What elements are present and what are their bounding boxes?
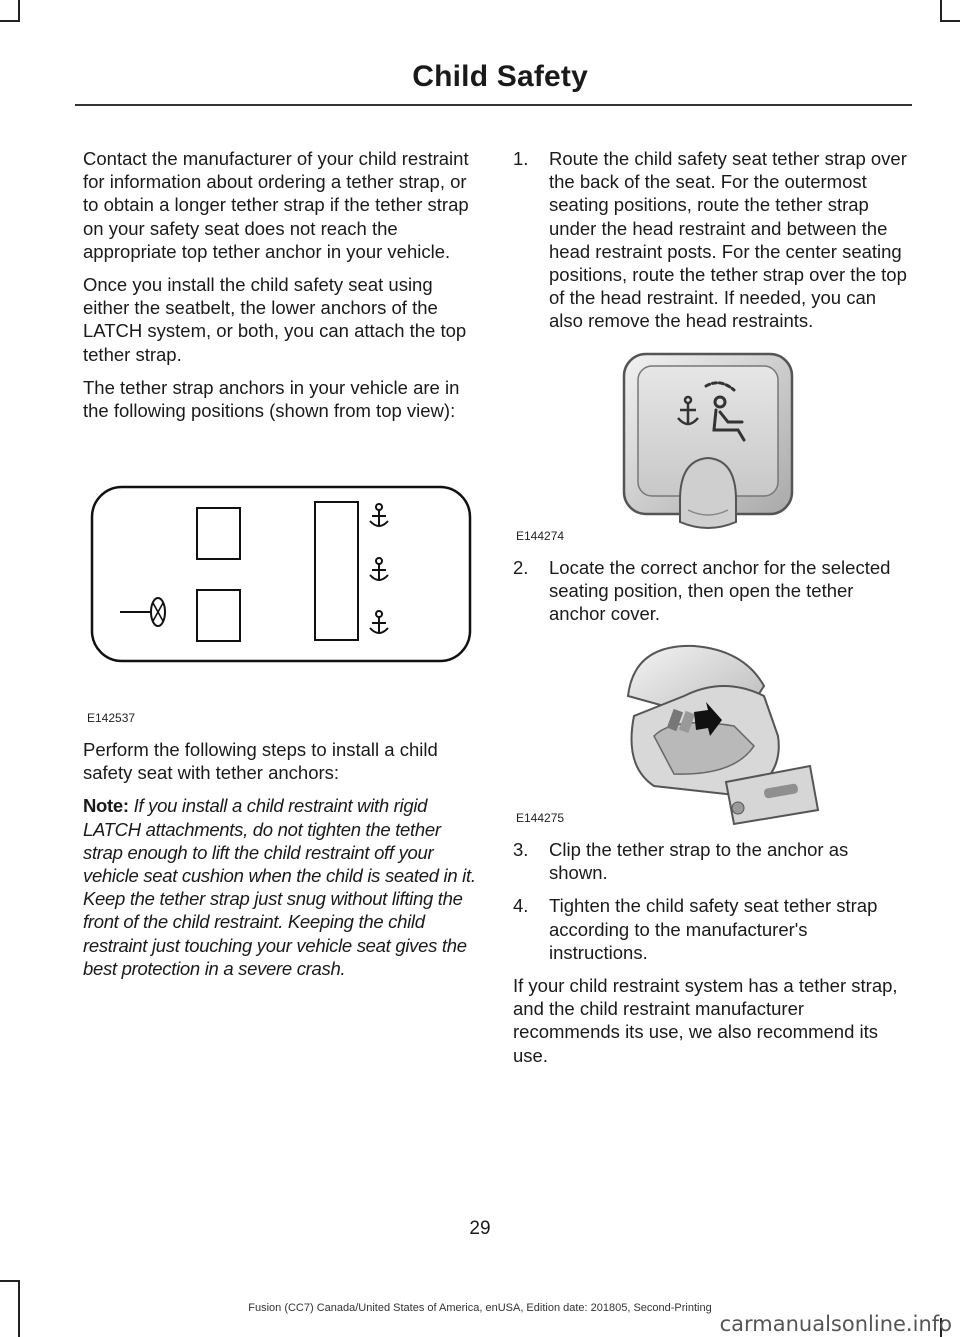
step-number: 1. bbox=[513, 148, 529, 169]
page-title: Child Safety bbox=[412, 60, 588, 93]
header-divider bbox=[75, 104, 912, 106]
step-text: Tighten the child safety seat tether strap according to the manufacturer's instructions. bbox=[549, 895, 878, 963]
tether-anchor-positions-diagram bbox=[88, 483, 474, 665]
anchor-icon bbox=[370, 611, 388, 633]
tether-anchor-cover-illustration bbox=[620, 350, 796, 540]
crop-mark bbox=[940, 20, 960, 22]
step-2 bbox=[513, 556, 909, 626]
front-seat bbox=[197, 508, 240, 559]
note-text: If you install a child restraint with rigid LATCH attachments, do not tighten the tether strap enough to lift the child restraint off your vehicle seat cushion when the child is seated in it. Keep the tether strap just snug without lifting the front of the child restraint. Keeping the child restraint just touching your vehicle seat gives the best protection in a severe crash. bbox=[83, 795, 476, 979]
crop-mark bbox=[940, 0, 942, 22]
paragraph: If your child restraint system has a tether strap, and the child restraint manufacturer recommends its use, we also recommend its use. bbox=[513, 975, 898, 1066]
anchor-icon bbox=[370, 558, 388, 580]
paragraph: Once you install the child safety seat using either the seatbelt, the lower anchors of the LATCH system, or both, you can attach the top tether strap. bbox=[83, 274, 467, 365]
step-1 bbox=[513, 147, 909, 333]
figure-code: E144275 bbox=[516, 811, 565, 825]
crop-mark bbox=[18, 0, 20, 22]
note-label: Note: bbox=[83, 795, 129, 817]
step-number: 2. bbox=[513, 557, 529, 578]
left-column bbox=[83, 147, 479, 432]
anchor-icon bbox=[370, 504, 388, 526]
step-4 bbox=[513, 894, 909, 964]
left-column-lower bbox=[83, 738, 479, 990]
right-column-step2 bbox=[513, 556, 909, 636]
step-text: Locate the correct anchor for the selected seating position, then open the tether anchor cover. bbox=[549, 557, 891, 625]
open-anchor-cover-illustration bbox=[614, 636, 820, 826]
footer-text: Fusion (CC7) Canada/United States of America, enUSA, Edition date: 201805, Second-Printing bbox=[248, 1302, 712, 1314]
front-seat bbox=[197, 590, 240, 641]
paragraph: The tether strap anchors in your vehicle are in the following positions (shown from top view): bbox=[83, 376, 460, 422]
note bbox=[83, 794, 479, 980]
step-text: Route the child safety seat tether strap over the back of the seat. For the outermost seating positions, route the tether strap under the head restraint and between the head restraint posts. For the center seating positions, route the tether strap over the top of the head restraint. If needed, you can also remove the head restraints. bbox=[549, 148, 907, 332]
step-text: Clip the tether strap to the anchor as shown. bbox=[549, 839, 849, 884]
step-number: 3. bbox=[513, 839, 529, 860]
page-number: 29 bbox=[469, 1218, 491, 1239]
right-column bbox=[513, 147, 909, 343]
watermark: carmanualsonline.info bbox=[719, 1312, 952, 1336]
step-3 bbox=[513, 838, 909, 884]
crop-mark bbox=[0, 20, 20, 22]
step-number: 4. bbox=[513, 895, 529, 917]
paragraph: Perform the following steps to install a child safety seat with tether anchors: bbox=[83, 739, 438, 784]
figure-code: E142537 bbox=[87, 711, 136, 725]
crop-mark bbox=[0, 1280, 20, 1282]
paragraph: Contact the manufacturer of your child restraint for information about ordering a tether strap, or to obtain a longer tether strap if the tether strap on your safety seat does not reach the appropriate top tether anchor in your vehicle. bbox=[83, 148, 469, 262]
steering-wheel-icon bbox=[120, 598, 165, 626]
right-column-lower bbox=[513, 838, 909, 1077]
rear-bench bbox=[315, 502, 358, 640]
figure-code: E144274 bbox=[516, 529, 565, 543]
